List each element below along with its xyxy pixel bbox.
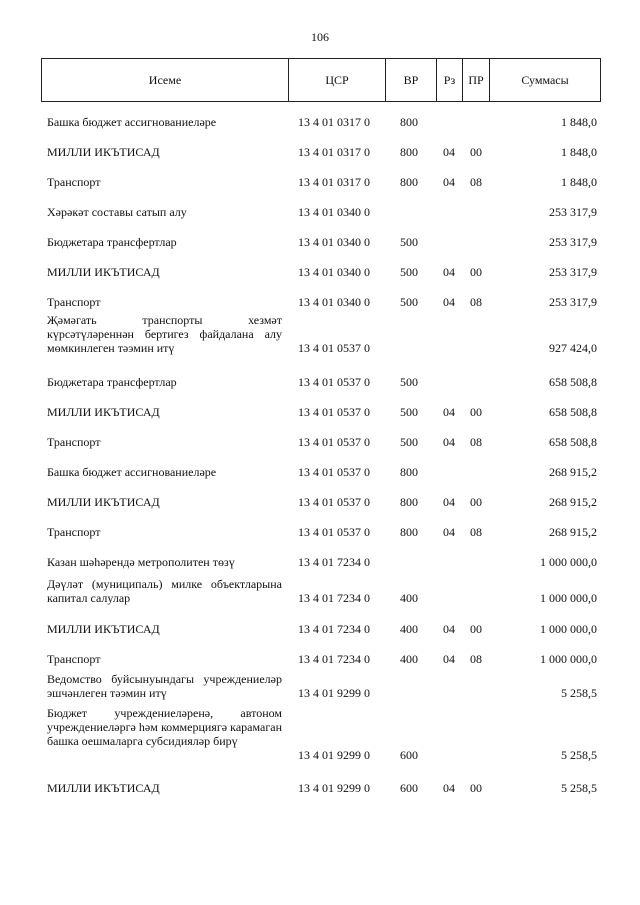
row-vr: 500 <box>400 295 418 309</box>
row-name: Транспорт <box>47 435 101 449</box>
row-pr: 00 <box>470 265 482 279</box>
row-vr: 400 <box>400 591 418 605</box>
row-pr: 08 <box>470 525 482 539</box>
row-csr: 13 4 01 0317 0 <box>298 115 370 129</box>
row-pr: 00 <box>470 145 482 159</box>
row-rz: 04 <box>443 652 455 666</box>
row-vr: 500 <box>400 405 418 419</box>
header-vr: ВР <box>403 72 419 87</box>
row-rz: 04 <box>443 265 455 279</box>
row-sum: 1 000 000,0 <box>540 555 597 569</box>
row-vr: 600 <box>400 748 418 762</box>
row-sum: 5 258,5 <box>561 781 597 795</box>
row-csr: 13 4 01 0537 0 <box>298 341 370 355</box>
row-sum: 253 317,9 <box>549 235 597 249</box>
row-pr: 08 <box>470 435 482 449</box>
row-csr: 13 4 01 0317 0 <box>298 145 370 159</box>
row-csr: 13 4 01 0317 0 <box>298 175 370 189</box>
row-name: МИЛЛИ ИКЪТИСАД <box>47 145 160 159</box>
row-vr: 600 <box>400 781 418 795</box>
row-rz: 04 <box>443 525 455 539</box>
row-sum: 253 317,9 <box>549 265 597 279</box>
row-vr: 500 <box>400 435 418 449</box>
row-name: МИЛЛИ ИКЪТИСАД <box>47 622 160 636</box>
row-csr: 13 4 01 0537 0 <box>298 375 370 389</box>
row-pr: 00 <box>470 405 482 419</box>
row-name: Транспорт <box>47 175 101 189</box>
row-sum: 268 915,2 <box>549 525 597 539</box>
row-csr: 13 4 01 9299 0 <box>298 686 370 700</box>
row-name: Дәүләт (муниципаль) милке объектларына капитал салулар <box>47 577 282 605</box>
row-sum: 253 317,9 <box>549 205 597 219</box>
row-pr: 00 <box>470 495 482 509</box>
row-csr: 13 4 01 7234 0 <box>298 622 370 636</box>
header-rz: Рз <box>443 72 456 87</box>
row-name: Башка бюджет ассигнованиеләре <box>47 465 217 479</box>
row-rz: 04 <box>443 781 455 795</box>
row-vr: 400 <box>400 622 418 636</box>
row-vr: 800 <box>400 495 418 509</box>
row-csr: 13 4 01 0340 0 <box>298 295 370 309</box>
header-sum: Суммасы <box>521 72 569 87</box>
row-sum: 1 848,0 <box>561 115 597 129</box>
row-csr: 13 4 01 7234 0 <box>298 555 370 569</box>
row-csr: 13 4 01 9299 0 <box>298 781 370 795</box>
row-csr: 13 4 01 0340 0 <box>298 265 370 279</box>
row-name: Ведомство буйсынуындагы учреждениеләр эшчәнлеген тәэмин итү <box>47 672 282 700</box>
row-vr: 500 <box>400 235 418 249</box>
row-name: МИЛЛИ ИКЪТИСАД <box>47 405 160 419</box>
row-csr: 13 4 01 0340 0 <box>298 205 370 219</box>
row-name: Җәмәгать транспорты хезмәт күрсәтүләреннән бертигез файдалана алу мөмкинлеген тәэмин итү <box>47 313 282 355</box>
row-name: Бюджет учреждениеләренә, автоном учреждениеләргә һәм коммерциягә карамаган башка оешмаларга субсидияләр бирү <box>47 706 282 748</box>
row-sum: 658 508,8 <box>549 375 597 389</box>
row-rz: 04 <box>443 145 455 159</box>
row-vr: 800 <box>400 145 418 159</box>
row-csr: 13 4 01 7234 0 <box>298 652 370 666</box>
row-name: Казан шәһәрендә метрополитен төзү <box>47 555 235 569</box>
row-pr: 08 <box>470 295 482 309</box>
row-vr: 500 <box>400 265 418 279</box>
row-sum: 1 000 000,0 <box>540 622 597 636</box>
row-rz: 04 <box>443 405 455 419</box>
row-csr: 13 4 01 7234 0 <box>298 591 370 605</box>
row-name: Башка бюджет ассигнованиеләре <box>47 115 217 129</box>
row-sum: 927 424,0 <box>549 341 597 355</box>
row-rz: 04 <box>443 435 455 449</box>
row-name: Бюджетара трансфертлар <box>47 235 177 249</box>
row-vr: 400 <box>400 652 418 666</box>
table-header <box>41 58 601 102</box>
row-vr: 500 <box>400 375 418 389</box>
row-rz: 04 <box>443 495 455 509</box>
row-vr: 800 <box>400 115 418 129</box>
row-sum: 268 915,2 <box>549 465 597 479</box>
row-csr: 13 4 01 0340 0 <box>298 235 370 249</box>
row-vr: 800 <box>400 465 418 479</box>
row-sum: 5 258,5 <box>561 748 597 762</box>
row-sum: 1 000 000,0 <box>540 591 597 605</box>
row-name: Транспорт <box>47 525 101 539</box>
header-pr: ПР <box>468 72 484 87</box>
row-sum: 253 317,9 <box>549 295 597 309</box>
row-name: МИЛЛИ ИКЪТИСАД <box>47 781 160 795</box>
row-rz: 04 <box>443 622 455 636</box>
row-name: Транспорт <box>47 652 101 666</box>
row-sum: 1 000 000,0 <box>540 652 597 666</box>
row-vr: 800 <box>400 175 418 189</box>
row-csr: 13 4 01 0537 0 <box>298 405 370 419</box>
header-csr: ЦСР <box>325 72 349 87</box>
page-number: 106 <box>311 30 329 44</box>
row-csr: 13 4 01 9299 0 <box>298 748 370 762</box>
row-name: МИЛЛИ ИКЪТИСАД <box>47 265 160 279</box>
row-pr: 08 <box>470 652 482 666</box>
row-sum: 5 258,5 <box>561 686 597 700</box>
row-rz: 04 <box>443 175 455 189</box>
row-sum: 1 848,0 <box>561 145 597 159</box>
row-csr: 13 4 01 0537 0 <box>298 435 370 449</box>
row-rz: 04 <box>443 295 455 309</box>
header-name: Исеме <box>148 72 182 87</box>
row-pr: 00 <box>470 622 482 636</box>
row-vr: 800 <box>400 525 418 539</box>
row-sum: 658 508,8 <box>549 435 597 449</box>
row-sum: 268 915,2 <box>549 495 597 509</box>
row-csr: 13 4 01 0537 0 <box>298 465 370 479</box>
row-pr: 00 <box>470 781 482 795</box>
row-csr: 13 4 01 0537 0 <box>298 495 370 509</box>
row-sum: 1 848,0 <box>561 175 597 189</box>
row-pr: 08 <box>470 175 482 189</box>
row-name: Хәрәкәт составы сатып алу <box>47 205 187 219</box>
row-sum: 658 508,8 <box>549 405 597 419</box>
row-name: МИЛЛИ ИКЪТИСАД <box>47 495 160 509</box>
row-csr: 13 4 01 0537 0 <box>298 525 370 539</box>
row-name: Бюджетара трансфертлар <box>47 375 177 389</box>
row-name: Транспорт <box>47 295 101 309</box>
